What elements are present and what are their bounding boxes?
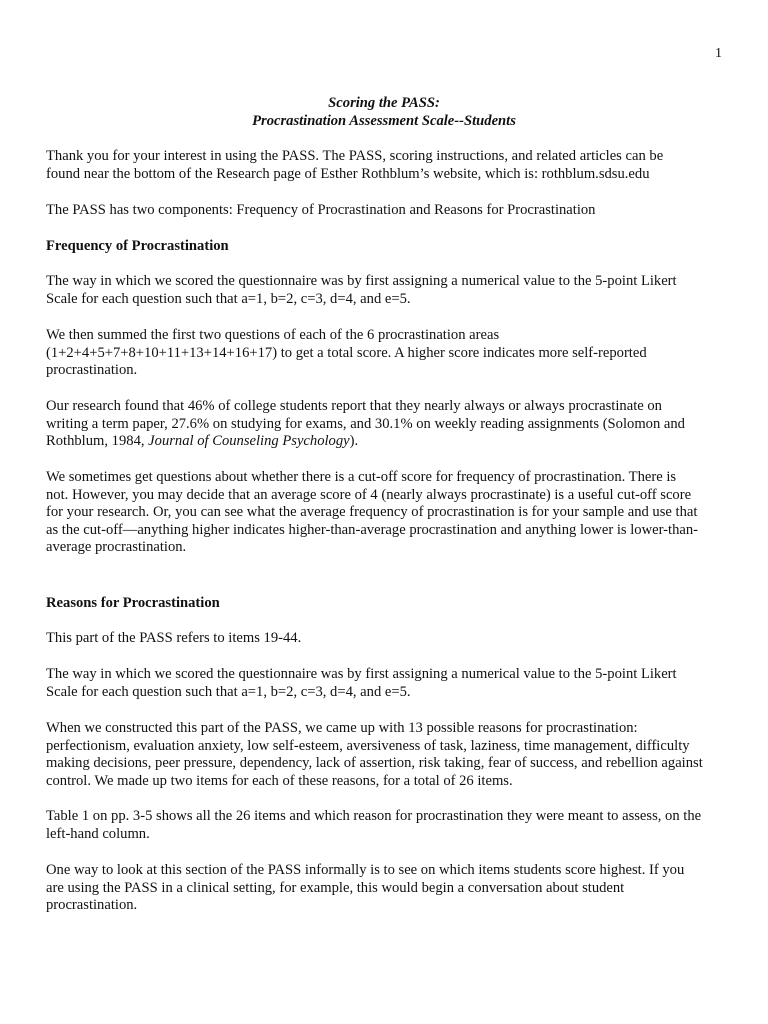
citation-prefix: Rothblum, 1984,	[46, 433, 149, 450]
reasons-heading: Reasons for Procrastination	[46, 595, 220, 611]
frequency-heading: Frequency of Procrastination	[46, 238, 229, 254]
reasons-paragraph-1	[46, 630, 726, 648]
frequency-p3-line-3	[46, 433, 726, 451]
citation-suffix: ).	[349, 433, 359, 450]
reasons-p5-line-2: are using the PASS in a clinical setting, for example, this would begin a conversation about student	[46, 879, 625, 896]
frequency-p4-line-4: as the cut-off—anything higher indicates higher-than-average procrastination and anything lower is lower-than-	[46, 521, 698, 538]
frequency-p4-line-2: not. However, you may decide that an average score of 4 (nearly always procrastinate) is a useful cut-off score	[46, 486, 692, 503]
frequency-p1-line-2: Scale for each question such that a=1, b=2, c=3, d=4, and e=5.	[46, 290, 411, 307]
frequency-p2-line-1: We then summed the first two questions of each of the 6 procrastination areas	[46, 327, 500, 343]
frequency-p4-line-5: average procrastination.	[46, 539, 187, 556]
reasons-paragraph-5	[46, 862, 726, 915]
frequency-p4-line-3: for your research. Or, you can see what the average frequency of procrastination is for your sample and use that	[46, 504, 698, 521]
frequency-p2-line-2: (1+2+4+5+7+8+10+11+13+14+16+17) to get a total score. A higher score indicates more self-reported	[46, 344, 647, 361]
reasons-p3-line-3: making decisions, peer pressure, dependency, lack of assertion, risk taking, fear of success, and rebellion against	[46, 755, 703, 772]
reasons-p2-line-1: The way in which we scored the questionnaire was by first assigning a numerical value to the 5-point Likert	[46, 666, 677, 682]
reasons-paragraph-4	[46, 808, 726, 843]
reasons-p3-line-1: When we constructed this part of the PASS, we came up with 13 possible reasons for procrastination:	[46, 720, 638, 736]
frequency-p2-line-3: procrastination.	[46, 362, 138, 379]
title-line-2: Procrastination Assessment Scale--Students	[252, 112, 516, 129]
reasons-paragraph-2	[46, 666, 726, 701]
frequency-paragraph-1	[46, 273, 726, 308]
frequency-p3-line-2: writing a term paper, 27.6% on studying for exams, and 30.1% on weekly reading assignments (Solomon and	[46, 415, 685, 432]
reasons-p1-line: This part of the PASS refers to items 19-44.	[46, 630, 302, 646]
journal-title: Journal of Counseling Psychology	[148, 433, 350, 450]
page-number: 1	[715, 46, 722, 61]
intro-line-2: found near the bottom of the Research page of Esther Rothblum’s website, which is: rothblum.sdsu.edu	[46, 165, 650, 182]
frequency-p4-line-1: We sometimes get questions about whether there is a cut-off score for frequency of procrastination. There is	[46, 469, 677, 485]
reasons-p5-line-1: One way to look at this section of the PASS informally is to see on which items students score highest. If you	[46, 862, 685, 878]
reasons-p4-line-2: left-hand column.	[46, 825, 150, 842]
intro-paragraph	[46, 148, 726, 183]
reasons-p3-line-2: perfectionism, evaluation anxiety, low self-esteem, aversiveness of task, laziness, time management, difficulty	[46, 737, 690, 754]
intro-line-1: Thank you for your interest in using the PASS. The PASS, scoring instructions, and related articles can be	[46, 148, 664, 164]
frequency-paragraph-3	[46, 398, 726, 451]
title-line-1: Scoring the PASS:	[328, 95, 440, 111]
components-paragraph	[46, 202, 726, 220]
reasons-p5-line-3: procrastination.	[46, 897, 138, 914]
reasons-p4-line-1: Table 1 on pp. 3-5 shows all the 26 items and which reason for procrastination they were meant to assess, on the	[46, 808, 702, 824]
document-title	[0, 95, 768, 130]
frequency-p3-line-1: Our research found that 46% of college students report that they nearly always or always procrastinate on	[46, 398, 662, 414]
reasons-p3-line-4: control. We made up two items for each of these reasons, for a total of 26 items.	[46, 772, 513, 789]
reasons-paragraph-3	[46, 720, 726, 790]
reasons-p2-line-2: Scale for each question such that a=1, b=2, c=3, d=4, and e=5.	[46, 683, 411, 700]
components-line: The PASS has two components: Frequency of Procrastination and Reasons for Procrastination	[46, 202, 596, 218]
frequency-paragraph-2	[46, 327, 726, 380]
frequency-p1-line-1: The way in which we scored the questionnaire was by first assigning a numerical value to the 5-point Likert	[46, 273, 677, 289]
frequency-paragraph-4	[46, 469, 726, 557]
